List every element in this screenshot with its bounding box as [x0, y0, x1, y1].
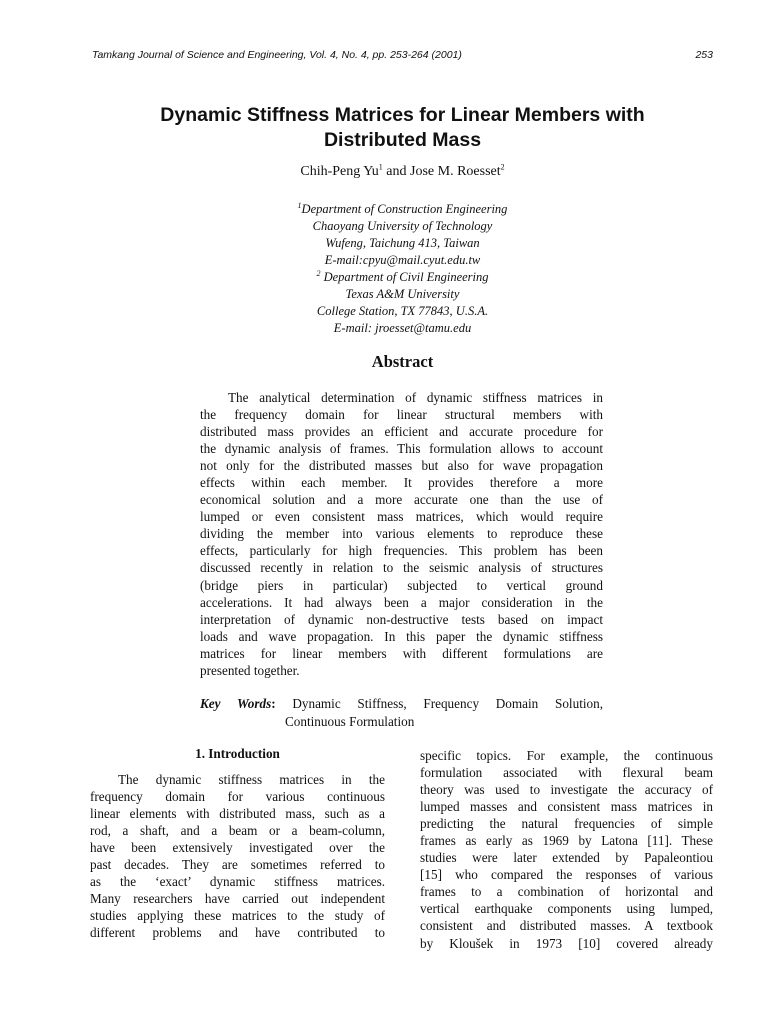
body-line: formulation associated with flexural beam — [420, 765, 713, 781]
body-line: theory was used to investigate the accuracy of — [420, 782, 713, 798]
body-line: past decades. They are sometimes referred to — [90, 857, 385, 873]
body-line: predicting the natural frequencies of simple — [420, 816, 713, 832]
page-number: 253 — [695, 49, 713, 61]
journal-citation: Tamkang Journal of Science and Engineering, Vol. 4, No. 4, pp. 253-264 (2001) — [92, 49, 462, 61]
abstract-line: effects within each member. It provides therefore a more — [200, 475, 603, 491]
body-line: linear elements with distributed mass, such as a — [90, 806, 385, 822]
keywords-line-2: Continuous Formulation — [285, 713, 415, 729]
body-line: lumped masses and consistent mass matrices in — [420, 799, 713, 815]
author-2: Jose M. Roesset — [410, 164, 501, 179]
paper-title — [92, 103, 713, 153]
affiliation-1-email: E-mail:cpyu@mail.cyut.edu.tw — [324, 253, 481, 267]
abstract-line: discussed recently in relation to the seismic analysis of structures — [200, 560, 603, 576]
abstract-line: accelerations. It had always been a major consideration in the — [200, 594, 603, 610]
keywords — [200, 695, 603, 730]
abstract-heading: Abstract — [371, 352, 434, 371]
affiliation-2-line: College Station, TX 77843, U.S.A. — [316, 304, 489, 318]
body-line: as the ‘exact’ dynamic stiffness matrices. — [90, 874, 385, 890]
abstract-line: interpretation of dynamic non-destructive tests based on impact — [200, 611, 603, 627]
author-1-affiliation-mark: 1 — [378, 162, 383, 172]
title-line-2: Distributed Mass — [323, 129, 482, 151]
body-column-right — [420, 747, 713, 952]
running-head — [92, 49, 713, 61]
body-line: by Kloušek in 1973 [10] covered already — [420, 935, 713, 951]
abstract-line: lumped or even consistent mass matrices, which would require — [200, 509, 603, 525]
body-column-left — [90, 771, 385, 941]
affiliation-2-line: $^2$ Department of Civil Engineering — [316, 268, 489, 284]
affiliation-2-mark: 2 — [316, 268, 321, 278]
abstract-line: The analytical determination of dynamic stiffness matrices in — [228, 390, 603, 405]
body-line: frames as early as 1969 by Latona [11]. These — [420, 833, 713, 849]
affiliations — [92, 201, 713, 337]
abstract-line: loads and wave propagation. In this paper the dynamic stiffness — [200, 628, 603, 644]
abstract-line: matrices for linear members with different formulations are — [200, 645, 603, 661]
keywords-values: Dynamic Stiffness, Frequency Domain Solution, — [292, 696, 604, 711]
abstract-line: the dynamic analysis of frames. This formulation allows to account — [200, 441, 603, 457]
authors — [92, 164, 713, 180]
body-line: The dynamic stiffness matrices in the — [118, 772, 385, 787]
affiliation-1-line: $^1$Department of Construction Engineering — [297, 200, 508, 216]
author-conjunction: and — [382, 164, 411, 179]
body-line: specific topics. For example, the continuous — [420, 748, 713, 763]
body-line: different problems and have contributed to — [90, 925, 385, 941]
body-line: frequency domain for various continuous — [90, 789, 385, 805]
title-line-1: Dynamic Stiffness Matrices for Linear Members with — [160, 104, 645, 126]
abstract-line: distributed mass provides an efficient and accurate procedure for — [200, 424, 603, 440]
abstract-line: economical solution and a more accurate one than the use of — [200, 492, 603, 508]
affiliation-1-line: Chaoyang University of Technology — [312, 219, 493, 233]
abstract-line: dividing the member into various elements to reproduce these — [200, 526, 603, 542]
abstract-line: (bridge piers in particular) subjected to vertical ground — [200, 577, 603, 593]
body-line: rod, a shaft, and a beam or a beam-column, — [90, 823, 385, 839]
body-line: frames to a combination of horizontal and — [420, 884, 713, 900]
body-line: studies applying these matrices to the study of — [90, 908, 385, 924]
author-2-affiliation-mark: 2 — [500, 162, 505, 172]
body-line: consistent and distributed masses. A textbook — [420, 918, 713, 934]
abstract-line: the frequency domain for linear structural members with — [200, 407, 603, 423]
abstract-line: presented together. — [200, 662, 300, 678]
body-line: Many researchers have carried out independent — [90, 891, 385, 907]
abstract-line: not only for the distributed masses but also for wave propagation — [200, 458, 603, 474]
affiliation-2-line: Texas A&M University — [345, 287, 460, 301]
affiliation-1-mark: 1 — [297, 200, 302, 210]
body-line: [15] who compared the responses of various — [420, 867, 713, 883]
author-1: Chih-Peng Yu — [300, 164, 379, 179]
body-line: studies were later extended by Papaleontiou — [420, 850, 713, 866]
section-heading-introduction: 1. Introduction — [195, 746, 280, 761]
keywords-label: Key Words — [200, 696, 272, 711]
affiliation-2-email: E-mail: jroesset@tamu.edu — [333, 321, 472, 335]
abstract-body — [200, 389, 603, 679]
body-line: vertical earthquake components using lumped, — [420, 901, 713, 917]
body-line: have been extensively investigated over the — [90, 840, 385, 856]
abstract-line: effects, particularly for high frequencies. This problem has been — [200, 543, 603, 559]
keywords-line-1: Key Words: Dynamic Stiffness, Frequency Domain Solution, — [200, 696, 604, 711]
affiliation-1-line: Wufeng, Taichung 413, Taiwan — [325, 236, 480, 250]
